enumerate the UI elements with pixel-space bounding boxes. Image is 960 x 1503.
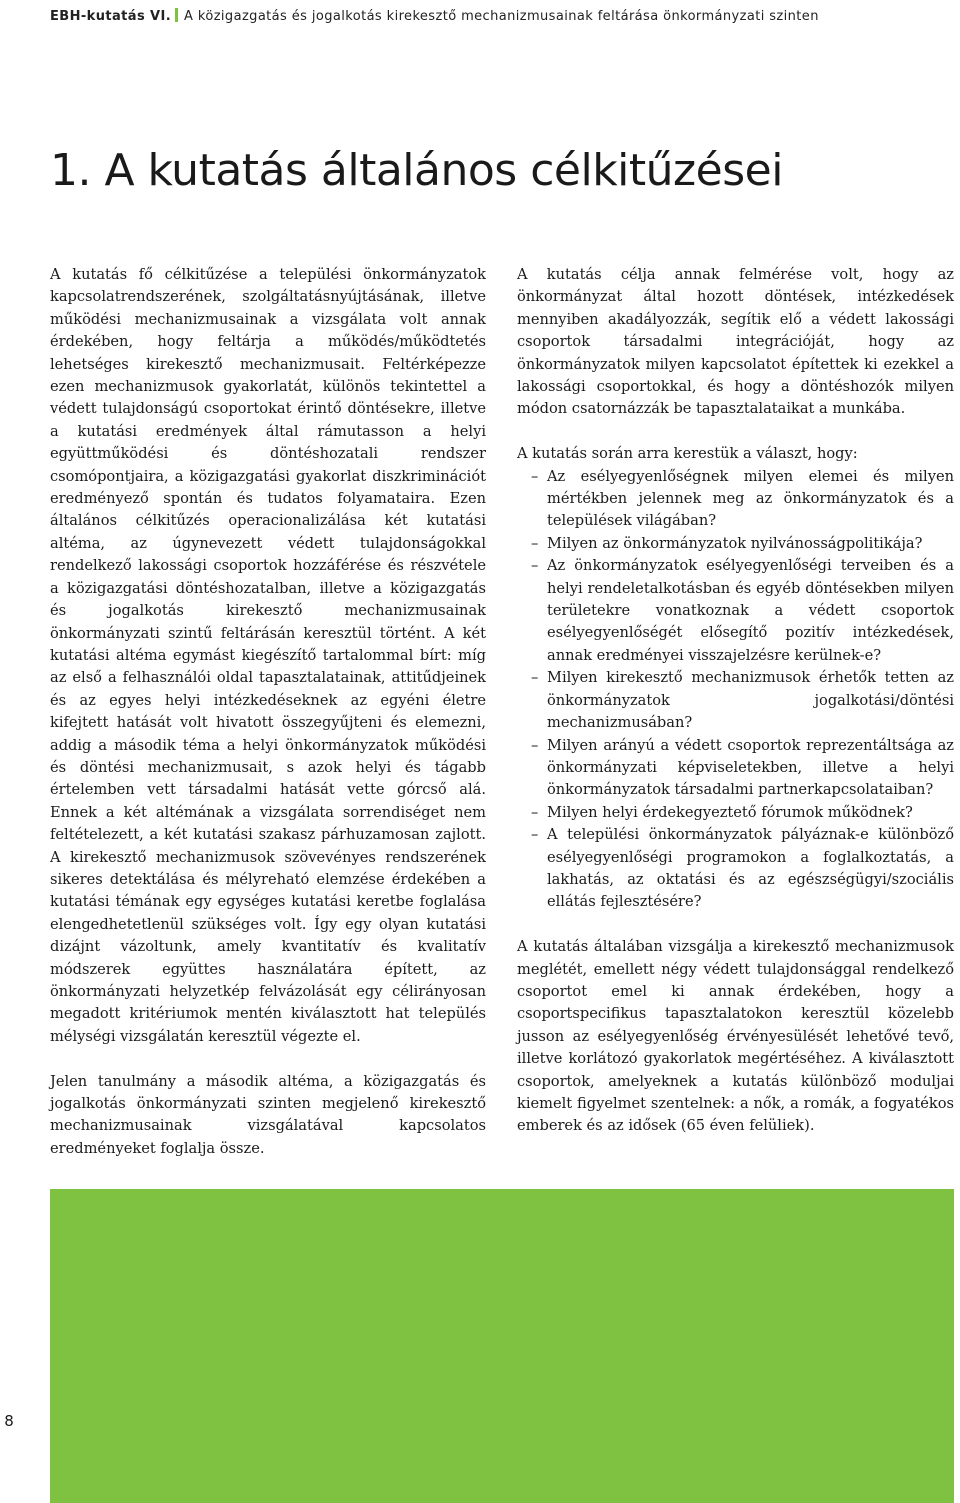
dash-bullet: –	[531, 826, 539, 844]
question-text: Milyen helyi érdekegyeztető fórumok működnek?	[547, 803, 913, 821]
question-text: Milyen kirekesztő mechanizmusok érhetők tetten az önkormányzatok jogalkotási/döntési mechanizmusában?	[547, 669, 954, 732]
dash-bullet: –	[531, 557, 539, 575]
list-item	[517, 555, 954, 667]
left-column	[50, 264, 486, 1183]
questions-lead: A kutatás során arra kerestük a választ, hogy:	[517, 445, 858, 463]
list-item	[517, 533, 954, 555]
dash-bullet: –	[531, 467, 539, 485]
closing-paragraph: A kutatás általában vizsgálja a kirekesztő mechanizmusok meglétét, emellett négy védett tulajdonsággal rendelkező csoportot emel ki annak érdekében, hogy a csoportspecifikus tapasztalatokon keresztül közelebb jusson az esélyegyenlőség érvényesülését lehetővé tevő, illetve korlátozó gyakorlatok megértéséhez. A kiválasztott csoportok, amelyeknek a kutatás különböző moduljai kiemelt figyelmet szentelnek: a nők, a romák, a fogyatékos emberek és az idősek (65 éven felüliek).	[517, 938, 954, 1135]
research-questions-list	[517, 466, 954, 914]
series-title: EBH-kutatás VI.	[50, 9, 172, 24]
body-paragraph: A kutatás fő célkitűzése a települési önkormányzatok kapcsolatrendszerének, szolgáltatásnyújtásának, illetve működési mechanizmusainak a vizsgálata volt annak érdekében, hogy feltárja a működés/működtetés lehetséges kirekesztő mechanizmusait. Feltérképezze ezen mechanizmusok gyakorlatát, különös tekintettel a védett tulajdonságú csoportokat érintő döntésekre, illetve a kutatási eredmények által rámutasson a helyi együttműködési és döntéshozatali rendszer csomópontjaira, a közigazgatási gyakorlat diszkriminációt eredményező spontán és tudatos folyamataira. Ezen általános célkitűzés operacionalizálása két kutatási altéma, az úgynevezett védett tulajdonságokkal rendelkező lakossági csoportok hozzáférése és részvétele a közigazgatási döntéshozatalban, illetve a közigazgatás és jogalkotás kirekesztő mechanizmusainak önkormányzati szintű feltárásán keresztül történt. A két kutatási altéma egymást kiegészítő tartalommal bírt: míg az első a felhasználói oldal tapasztalatainak, attitűdjeinek és az egyes helyi intézkedéseknek az egyéni életre kifejtett hatását volt hivatott összegyűjteni és elemezni, addig a második téma a helyi önkormányzatok működési és döntési mechanizmusait, s azok helyi és tágabb értelemben vett társadalmi hatását vette górcső alá. Ennek a két altémának a vizsgálata sorrendiséget nem feltételezett, a két kutatási szakasz párhuzamosan zajlott. A kirekesztő mechanizmusok szövevényes rendszerének sikeres detektálása és mélyreható elemzése érdekében a kutatási témának egy egységes kutatási keretbe foglalása elengedhetetlenül szükséges volt. Így egy olyan kutatási dizájnt vázoltunk, amely kvantitatív és kvalitatív módszerek együttes használatára épített, az önkormányzati helyzetkép felvázolását egy célirányosan megadott kritériumok mentén kiválasztott hat település mélységi vizsgálatán keresztül végezte el.	[50, 266, 486, 1045]
dash-bullet: –	[531, 803, 539, 821]
dash-bullet: –	[531, 534, 539, 552]
question-text: Milyen arányú a védett csoportok reprezentáltsága az önkormányzati képviseletekben, illetve a helyi önkormányzatok társadalmi partnerkapcsolataiban?	[547, 736, 954, 799]
question-text: Az önkormányzatok esélyegyenlőségi terveiben és a helyi rendeletalkotásban és egyéb döntésekben milyen területekre vonatkoznak a védett csoportok esélyegyenlőségét elősegítő pozitív intézkedések, annak eredményei visszajelzésre kerülnek-e?	[547, 557, 954, 664]
list-item	[517, 466, 954, 533]
right-column	[517, 264, 954, 1160]
header-separator	[175, 8, 178, 22]
dash-bullet: –	[531, 736, 539, 754]
dash-bullet: –	[531, 669, 539, 687]
list-item	[517, 667, 954, 734]
running-header	[50, 8, 930, 26]
header-subtitle: A közigazgatás és jogalkotás kirekesztő mechanizmusainak feltárása önkormányzati szinten	[184, 9, 819, 24]
list-item	[517, 824, 954, 914]
green-footer-block	[50, 1189, 954, 1503]
list-item	[517, 802, 954, 824]
list-item	[517, 735, 954, 802]
question-text: Az esélyegyenlőségnek milyen elemei és milyen mértékben jelennek meg az önkormányzatok és a települések világában?	[547, 467, 954, 530]
page-number: 8	[4, 1412, 14, 1430]
chapter-title: 1. A kutatás általános célkitűzései	[50, 145, 783, 196]
intro-paragraph: A kutatás célja annak felmérése volt, hogy az önkormányzat által hozott döntések, intézkedések mennyiben akadályozzák, segítik elő a védett lakossági csoportok társadalmi integrációját, hogy az önkormányzatok milyen kapcsolatot építettek ki ezekkel a lakossági csoportokkal, és hogy a döntéshozók milyen módon csatornázzák be tapasztalataikat a munkába.	[517, 266, 954, 418]
question-text: Milyen az önkormányzatok nyilvánosságpolitikája?	[547, 534, 923, 552]
body-paragraph: Jelen tanulmány a második altéma, a közigazgatás és jogalkotás önkormányzati szinten megjelenő kirekesztő mechanizmusainak vizsgálatával kapcsolatos eredményeket foglalja össze.	[50, 1072, 486, 1157]
question-text: A települési önkormányzatok pályáznak-e különböző esélyegyenlőségi programokon a foglalkoztatás, a lakhatás, az oktatási és az egészségügyi/szociális ellátás fejlesztésére?	[547, 826, 954, 911]
